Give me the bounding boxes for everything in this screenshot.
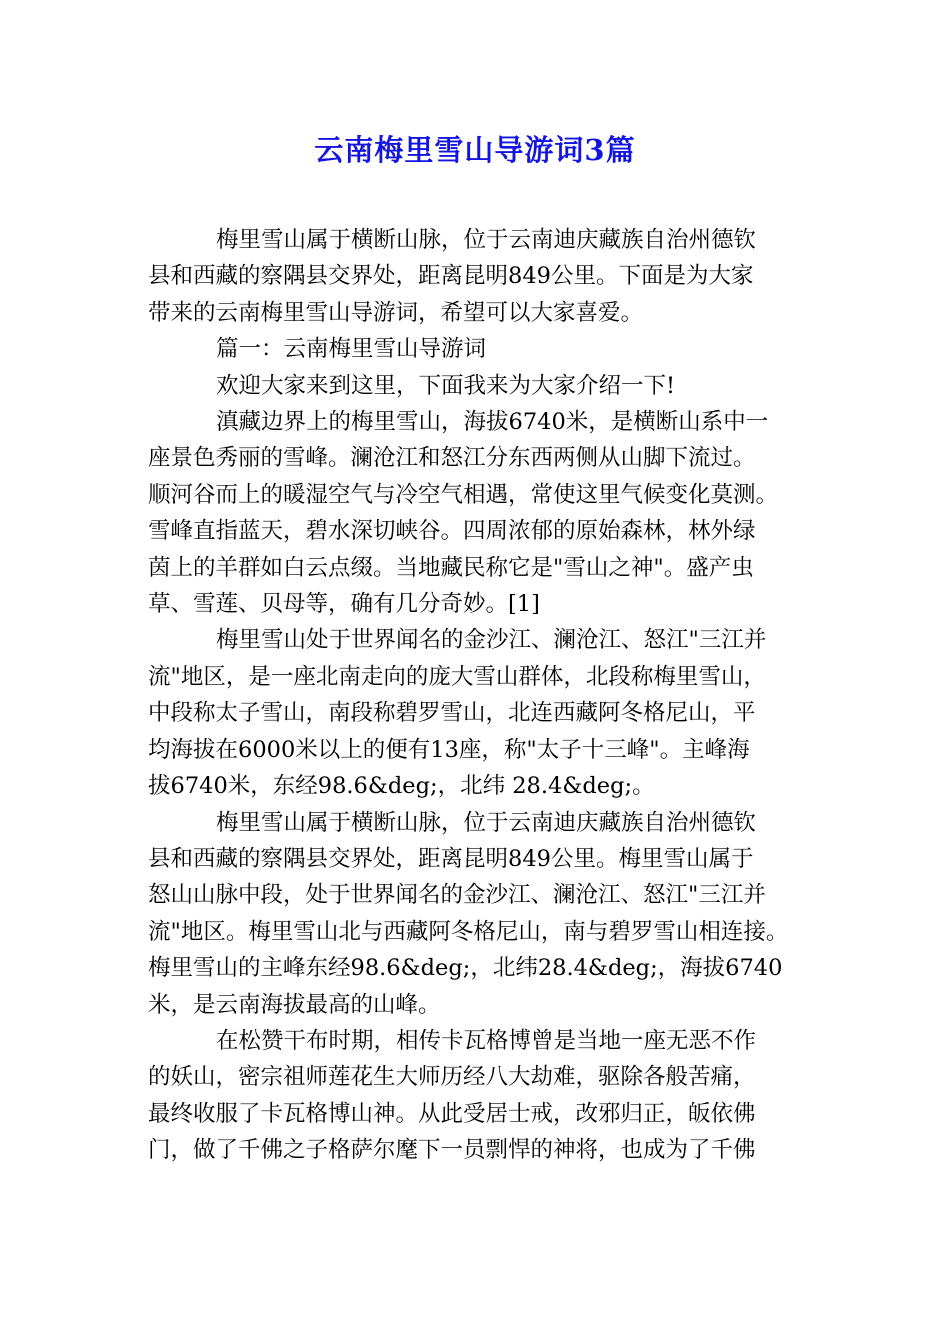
text-line: 最终收服了卡瓦格博山神。从此受居士戒，改邪归正，皈依佛 [148, 1100, 756, 1127]
text-line: 米，是云南海拔最高的山峰。 [148, 991, 441, 1018]
text-line: 拔6740米，东经98.6&deg;，北纬 28.4&deg;。 [148, 773, 655, 800]
text-line: 中段称太子雪山，南段称碧罗雪山，北连西藏阿冬格尼山，平 [148, 700, 756, 727]
text-line: 座景色秀丽的雪峰。澜沧江和怒江分东西两侧从山脚下流过。 [148, 445, 756, 472]
text-line: 流"地区。梅里雪山北与西藏阿冬格尼山，南与碧罗雪山相连接。 [148, 918, 789, 945]
document-title: 云南梅里雪山导游词3篇 [314, 133, 636, 167]
text-line: 梅里雪山处于世界闻名的金沙江、澜沧江、怒江"三江并 [216, 627, 767, 654]
paragraph-section-heading [148, 331, 808, 367]
paragraph-overview [148, 404, 808, 622]
text-line: 门，做了千佛之子格萨尔麾下一员剽悍的神将，也成为了千佛 [148, 1137, 756, 1164]
text-line: 带来的云南梅里雪山导游词，希望可以大家喜爱。 [148, 299, 644, 326]
text-line: 在松赞干布时期，相传卡瓦格博曾是当地一座无恶不作 [216, 1027, 757, 1054]
paragraph-legend [148, 1023, 808, 1169]
text-line: 雪峰直指蓝天，碧水深切峡谷。四周浓郁的原始森林，林外绿 [148, 518, 756, 545]
paragraph-geography [148, 622, 808, 804]
text-line: 县和西藏的察隅县交界处，距离昆明849公里。下面是为大家 [148, 263, 754, 290]
text-line: 县和西藏的察隅县交界处，距离昆明849公里。梅里雪山属于 [148, 845, 754, 872]
text-line: 滇藏边界上的梅里雪山，海拔6740米，是横断山系中一 [216, 409, 769, 436]
text-line: 流"地区，是一座北南走向的庞大雪山群体，北段称梅里雪山， [148, 663, 766, 690]
text-line: 怒山山脉中段，处于世界闻名的金沙江、澜沧江、怒江"三江并 [148, 882, 766, 909]
text-line: 梅里雪山属于横断山脉，位于云南迪庆藏族自治州德钦 [216, 809, 757, 836]
text-line: 梅里雪山属于横断山脉，位于云南迪庆藏族自治州德钦 [216, 227, 757, 253]
text-line: 均海拔在6000米以上的便有13座，称"太子十三峰"。主峰海 [148, 736, 750, 763]
document-body [148, 222, 808, 1169]
paragraph-location [148, 805, 808, 1023]
text-line: 顺河谷而上的暖湿空气与冷空气相遇，常使这里气候变化莫测。 [148, 481, 779, 508]
text-line: 草、雪莲、贝母等，确有几分奇妙。[1] [148, 591, 540, 618]
text-line: 茵上的羊群如白云点缀。当地藏民称它是"雪山之神"。盛产虫 [148, 554, 754, 581]
text-line: 篇一：云南梅里雪山导游词 [216, 336, 487, 363]
paragraph-intro [148, 222, 808, 331]
text-line: 的妖山，密宗祖师莲花生大师历经八大劫难，驱除各般苦痛， [148, 1064, 756, 1091]
paragraph-welcome [148, 368, 808, 404]
text-line: 欢迎大家来到这里，下面我来为大家介绍一下! [216, 372, 676, 399]
text-line: 梅里雪山的主峰东经98.6&deg;，北纬28.4&deg;，海拔6740 [148, 955, 783, 982]
